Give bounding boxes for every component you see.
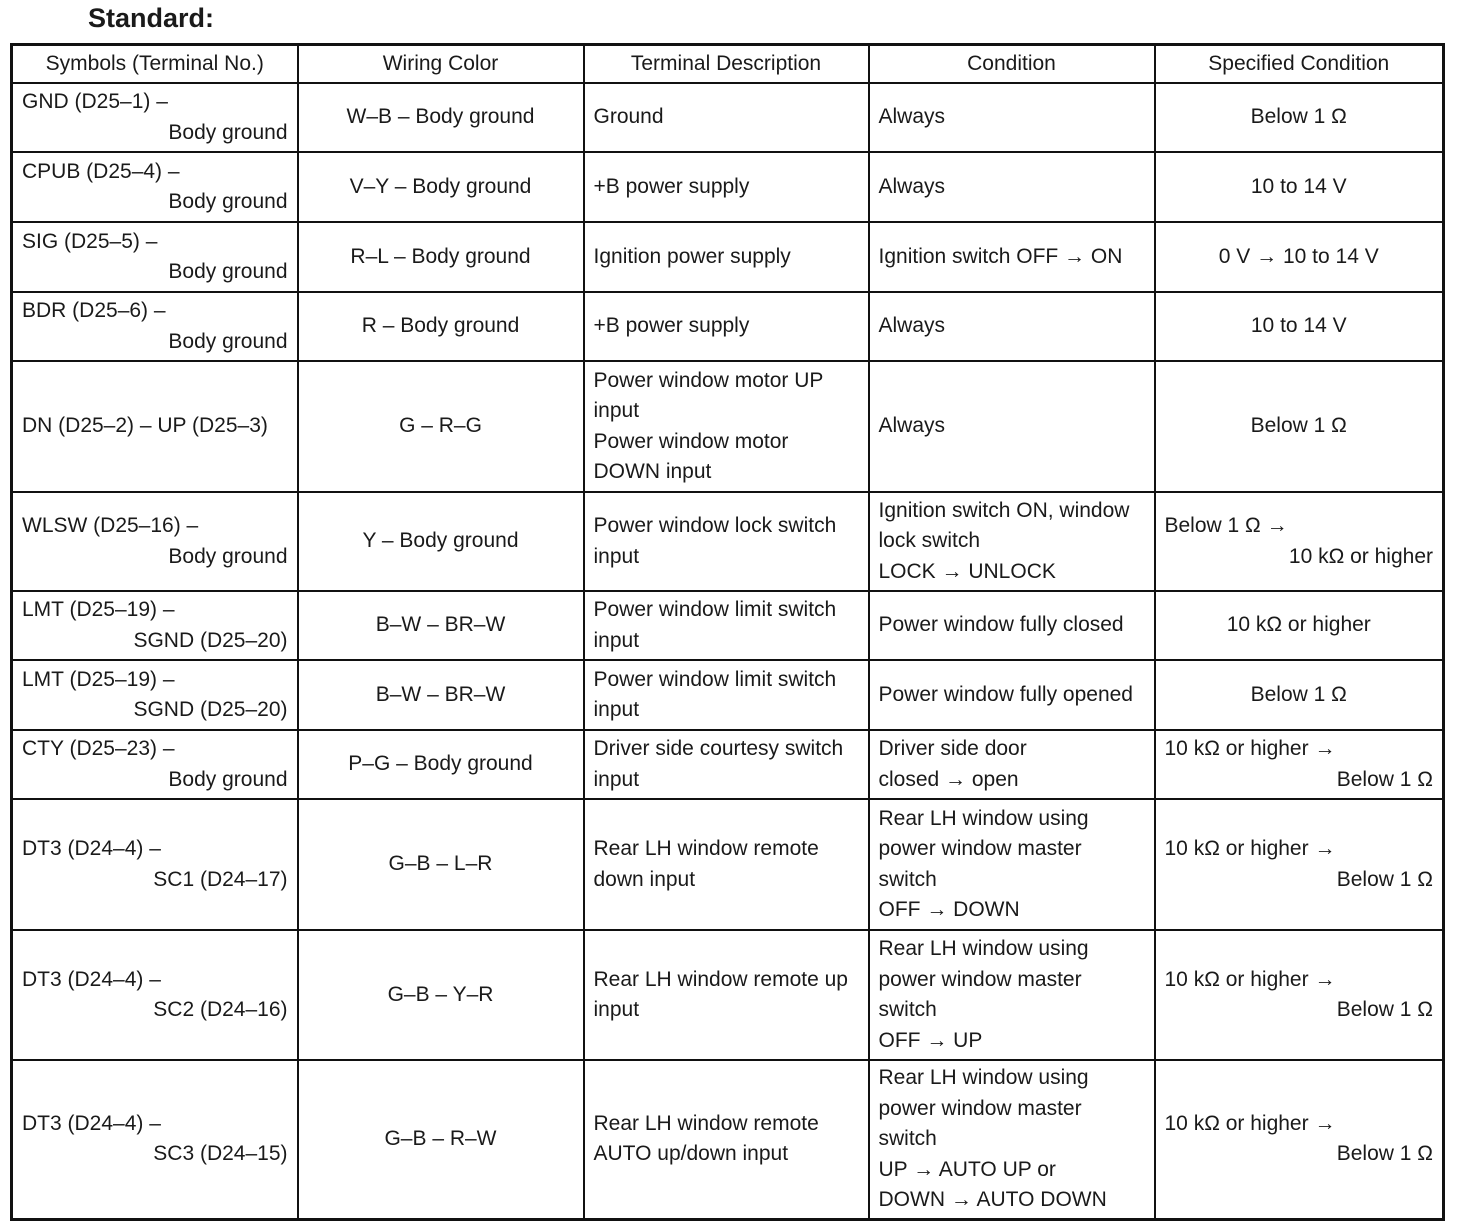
condition-line: Rear LH window using [878, 806, 1089, 830]
condition-line: LOCK → UNLOCK [878, 559, 1056, 583]
specified-condition-cell: 0 V → 10 to 14 V [1155, 222, 1444, 292]
symbol-line: GND (D25–1) – [22, 90, 168, 113]
condition-cell [869, 799, 1155, 930]
specified-line: 10 kΩ or higher → [1164, 967, 1336, 991]
description-cell [584, 361, 869, 492]
specified-condition-cell: 10 to 14 V [1155, 292, 1444, 361]
condition-cell [869, 930, 1155, 1060]
specified-condition-cell [1155, 730, 1444, 799]
symbol-line: SC2 (D24–16) [153, 998, 288, 1021]
description-line: input [593, 998, 640, 1021]
table-row [12, 152, 1444, 222]
wiring-color-cell: R – Body ground [298, 292, 584, 361]
table-row [12, 1060, 1444, 1219]
description-line: input [593, 544, 640, 568]
symbol-line: DT3 (D24–4) – [22, 1111, 161, 1135]
table-row [12, 83, 1444, 152]
symbol-cell [12, 799, 298, 930]
condition-line: Always [878, 174, 946, 198]
specified-condition-cell: 10 to 14 V [1155, 152, 1444, 222]
condition-line: power window master [878, 1096, 1082, 1120]
description-line: +B power supply [593, 314, 750, 338]
symbol-line: CTY (D25–23) – [22, 737, 175, 760]
symbol-line: SGND (D25–20) [133, 698, 288, 721]
header-symbols: Symbols (Terminal No.) [12, 45, 298, 84]
specified-line: 10 kΩ or higher → [1164, 737, 1336, 760]
condition-line: Driver side door [878, 737, 1027, 760]
description-cell [584, 1060, 869, 1219]
symbol-cell [12, 660, 298, 730]
symbol-cell [12, 730, 298, 799]
table-row [12, 799, 1444, 930]
symbol-cell [12, 361, 298, 492]
header-specified-condition: Specified Condition [1155, 45, 1444, 84]
wiring-color-cell: G – R–G [298, 361, 584, 492]
wiring-color-cell: V–Y – Body ground [298, 152, 584, 222]
description-line: Rear LH window remote [593, 837, 819, 860]
symbol-line: LMT (D25–19) – [22, 598, 175, 621]
symbol-line: SGND (D25–20) [133, 628, 288, 652]
symbol-cell [12, 492, 298, 591]
description-line: Ignition power supply [593, 244, 791, 268]
specified-condition-cell: Below 1 Ω [1155, 83, 1444, 152]
condition-line: OFF → DOWN [878, 898, 1020, 921]
description-cell [584, 222, 869, 292]
symbol-line: SIG (D25–5) – [22, 229, 158, 253]
condition-line: Always [878, 105, 946, 129]
condition-line: OFF → UP [878, 1028, 983, 1052]
condition-cell [869, 660, 1155, 730]
description-cell [584, 292, 869, 361]
specified-condition-cell: Below 1 Ω [1155, 660, 1444, 730]
specified-line: 10 kΩ or higher → [1164, 1111, 1336, 1135]
condition-line: power window master [878, 967, 1082, 991]
table-row [12, 591, 1444, 660]
condition-line: power window master [878, 837, 1082, 860]
header-terminal-description: Terminal Description [584, 45, 869, 84]
condition-line: Ignition switch ON, window [878, 498, 1130, 522]
specified-condition-cell [1155, 492, 1444, 591]
table-row [12, 292, 1444, 361]
condition-line: Always [878, 414, 946, 438]
condition-line: lock switch [878, 529, 981, 553]
symbol-line: Body ground [168, 190, 288, 213]
table-row [12, 492, 1444, 591]
condition-line: Power window fully opened [878, 682, 1133, 706]
description-line: input [593, 399, 640, 422]
description-cell [584, 492, 869, 591]
symbol-line: BDR (D25–6) – [22, 299, 166, 322]
symbol-cell [12, 1060, 298, 1219]
symbol-cell [12, 591, 298, 660]
specified-line: Below 1 Ω [1336, 1142, 1433, 1166]
condition-line: switch [878, 867, 937, 891]
condition-cell [869, 1060, 1155, 1219]
condition-cell [869, 292, 1155, 361]
description-line: Power window motor [593, 429, 789, 453]
description-cell [584, 730, 869, 799]
specified-condition-cell [1155, 1060, 1444, 1219]
table-body [12, 83, 1444, 1219]
condition-cell [869, 492, 1155, 591]
condition-cell [869, 83, 1155, 152]
symbol-line: DN (D25–2) – UP (D25–3) [22, 414, 268, 438]
condition-line: Rear LH window using [878, 937, 1089, 960]
specified-condition-cell: Below 1 Ω [1155, 361, 1444, 492]
description-line: input [593, 767, 640, 791]
description-cell [584, 83, 869, 152]
wiring-color-cell: B–W – BR–W [298, 591, 584, 660]
description-line: +B power supply [593, 174, 750, 198]
description-line: Rear LH window remote [593, 1111, 819, 1135]
description-line: Ground [593, 105, 664, 129]
wiring-color-cell: R–L – Body ground [298, 222, 584, 292]
description-line: Driver side courtesy switch [593, 737, 844, 760]
header-condition: Condition [869, 45, 1155, 84]
symbol-line: CPUB (D25–4) – [22, 159, 180, 183]
specified-condition-cell [1155, 930, 1444, 1060]
description-line: DOWN input [593, 460, 712, 483]
wiring-color-cell: W–B – Body ground [298, 83, 584, 152]
specified-line: Below 1 Ω → [1164, 514, 1288, 537]
condition-line: UP → AUTO UP or [878, 1157, 1056, 1181]
condition-line: DOWN → AUTO DOWN [878, 1188, 1107, 1211]
condition-line: Ignition switch OFF → ON [878, 244, 1123, 268]
description-line: Rear LH window remote up [593, 967, 848, 991]
condition-cell [869, 222, 1155, 292]
condition-line: Always [878, 314, 946, 338]
description-cell [584, 930, 869, 1060]
table-row [12, 222, 1444, 292]
terminal-table [10, 43, 1445, 1221]
symbol-line: LMT (D25–19) – [22, 667, 175, 691]
symbol-cell [12, 292, 298, 361]
specified-line: Below 1 Ω [1336, 767, 1433, 791]
description-line: Power window motor UP [593, 368, 824, 392]
wiring-color-cell: B–W – BR–W [298, 660, 584, 730]
header-wiring-color: Wiring Color [298, 45, 584, 84]
table-row [12, 361, 1444, 492]
wiring-color-cell: G–B – L–R [298, 799, 584, 930]
condition-cell [869, 152, 1155, 222]
description-line: Power window limit switch [593, 667, 837, 691]
description-line: AUTO up/down input [593, 1142, 789, 1166]
wiring-color-cell: G–B – Y–R [298, 930, 584, 1060]
symbol-line: SC3 (D24–15) [153, 1142, 288, 1166]
symbol-line: SC1 (D24–17) [153, 867, 288, 891]
header-row [12, 45, 1444, 84]
specified-line: 10 kΩ or higher → [1164, 837, 1336, 860]
description-line: down input [593, 867, 696, 891]
condition-line: switch [878, 998, 937, 1021]
specified-condition-cell: 10 kΩ or higher [1155, 591, 1444, 660]
table-row [12, 930, 1444, 1060]
symbol-line: Body ground [168, 329, 288, 353]
description-line: Power window lock switch [593, 514, 837, 537]
table-row [12, 660, 1444, 730]
symbol-cell [12, 222, 298, 292]
wiring-color-cell: P–G – Body ground [298, 730, 584, 799]
description-line: Power window limit switch [593, 598, 837, 621]
symbol-line: WLSW (D25–16) – [22, 514, 199, 537]
table-row [12, 730, 1444, 799]
symbol-line: DT3 (D24–4) – [22, 837, 161, 860]
description-cell [584, 799, 869, 930]
condition-line: Rear LH window using [878, 1066, 1089, 1089]
symbol-line: Body ground [168, 544, 288, 568]
specified-line: Below 1 Ω [1336, 998, 1433, 1021]
symbol-line: Body ground [168, 260, 288, 283]
condition-cell [869, 730, 1155, 799]
symbol-cell [12, 83, 298, 152]
description-line: input [593, 628, 640, 652]
condition-cell [869, 591, 1155, 660]
page-heading: Standard: [88, 3, 215, 33]
symbol-line: Body ground [168, 767, 288, 791]
specified-condition-cell [1155, 799, 1444, 930]
symbol-cell [12, 152, 298, 222]
condition-line: switch [878, 1127, 937, 1150]
description-cell [584, 591, 869, 660]
condition-cell [869, 361, 1155, 492]
condition-line: closed → open [878, 767, 1019, 791]
symbol-line: DT3 (D24–4) – [22, 967, 161, 991]
description-line: input [593, 698, 640, 721]
description-cell [584, 152, 869, 222]
wiring-color-cell: Y – Body ground [298, 492, 584, 591]
specified-line: Below 1 Ω [1336, 867, 1433, 891]
description-cell [584, 660, 869, 730]
specified-line: 10 kΩ or higher [1288, 544, 1433, 568]
condition-line: Power window fully closed [878, 613, 1124, 637]
symbol-cell [12, 930, 298, 1060]
symbol-line: Body ground [168, 120, 288, 144]
wiring-color-cell: G–B – R–W [298, 1060, 584, 1219]
